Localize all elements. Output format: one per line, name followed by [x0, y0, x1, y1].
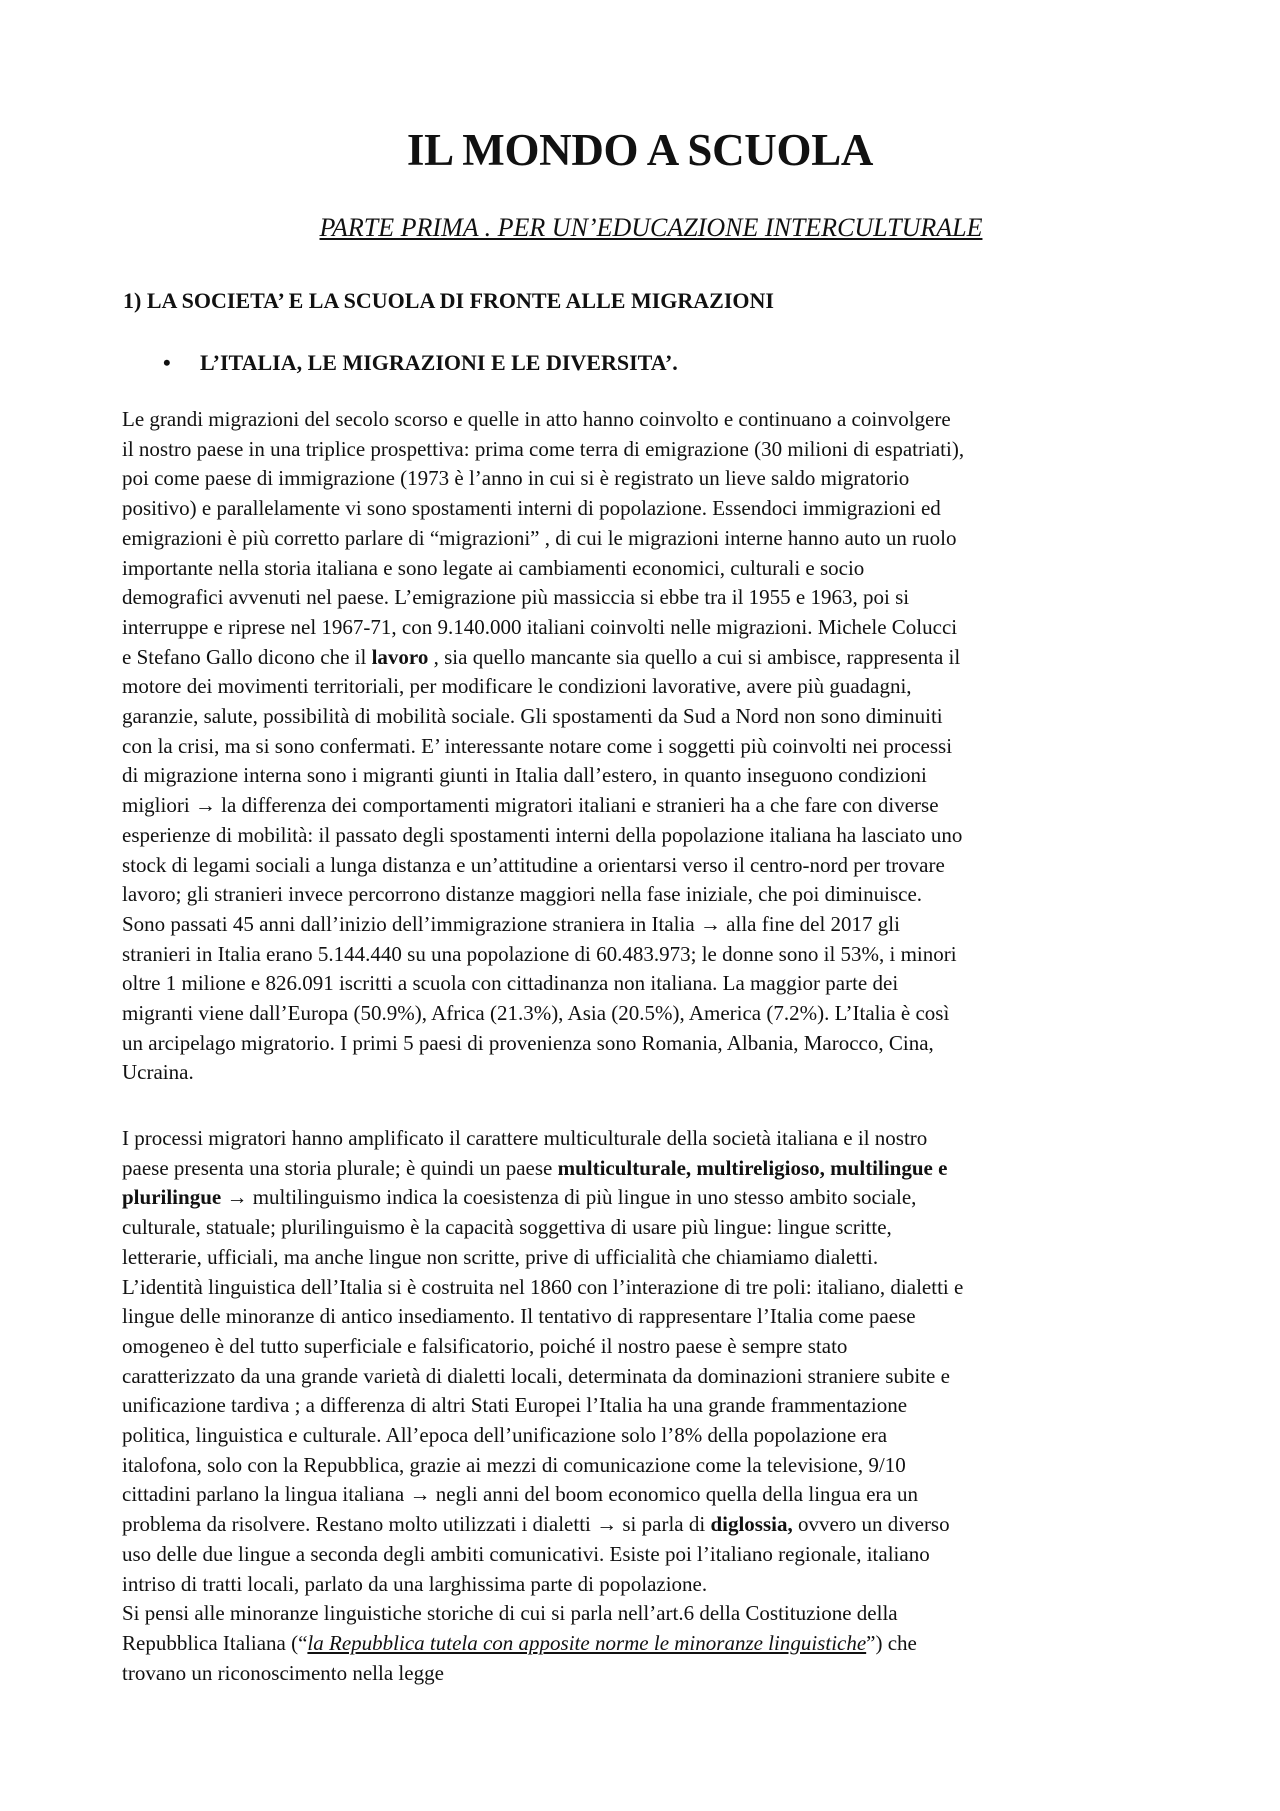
text-line: uso delle due lingue a seconda degli ambiti comunicativi. Esiste poi l’italiano regionale, italiano [122, 1541, 930, 1566]
text-line: cittadini parlano la lingua italiana → negli anni del boom economico quella della lingua era un [122, 1482, 918, 1507]
paragraph-migrations [122, 405, 1172, 1088]
text-line: migliori → la differenza dei comportamenti migratori italiani e stranieri ha a che fare con diverse [122, 793, 939, 818]
text-line: intriso di tratti locali, parlato da una larghissima parte di popolazione. [122, 1571, 708, 1596]
text-line: di migrazione interna sono i migranti giunti in Italia dall’estero, in quanto inseguono condizioni [122, 763, 927, 788]
text-line: L’identità linguistica dell’Italia si è costruita nel 1860 con l’interazione di tre poli: italiano, dialetti e [122, 1274, 964, 1299]
section-heading: 1) LA SOCIETA’ E LA SCUOLA DI FRONTE ALLE MIGRAZIONI [123, 288, 774, 313]
text-line [122, 1510, 1172, 1540]
text-run: → multilinguismo indica la coesistenza di più lingue in uno stesso ambito sociale, [221, 1185, 917, 1210]
text-line: esperienze di mobilità: il passato degli spostamenti interni della popolazione italiana ha lasciato uno [122, 822, 963, 847]
text-line: stranieri in Italia erano 5.144.440 su una popolazione di 60.483.973; le donne sono il 53%, i minori [122, 941, 957, 966]
bullet-icon: • [163, 350, 171, 375]
text-line: garanzie, salute, possibilità di mobilità sociale. Gli spostamenti da Sud a Nord non sono diminuiti [122, 704, 943, 729]
text-line: letterarie, ufficiali, ma anche lingue non scritte, prive di ufficialità che chiamiamo dialetti. [122, 1244, 879, 1269]
bold-term-diglossia: diglossia, [710, 1512, 793, 1537]
text-line: con la crisi, ma si sono confermati. E’ interessante notare come i soggetti più coinvolti nei processi [122, 733, 953, 758]
text-line: migranti viene dall’Europa (50.9%), Africa (21.3%), Asia (20.5%), America (7.2%). L’Italia è così [122, 1001, 950, 1026]
text-line [122, 1154, 1172, 1184]
text-run: paese presenta una storia plurale; è quindi un paese [122, 1155, 558, 1180]
text-line: I processi migratori hanno amplificato il carattere multiculturale della società italiana e il nostro [122, 1126, 928, 1150]
bold-term-plurilingue: plurilingue [122, 1185, 222, 1210]
text-line: trovano un riconoscimento nella legge [122, 1660, 444, 1685]
page-subtitle: PARTE PRIMA . PER UN’EDUCAZIONE INTERCULTURALE [319, 213, 983, 242]
text-line: il nostro paese in una triplice prospettiva: prima come terra di emigrazione (30 milioni di espatriati), [122, 436, 965, 461]
text-line: stock di legami sociali a lunga distanza e un’attitudine a orientarsi verso il centro-nord per trovare [122, 852, 945, 877]
text-run: Repubblica Italiana (“ [122, 1630, 308, 1655]
text-line: interruppe e riprese nel 1967-71, con 9.140.000 italiani coinvolti nelle migrazioni. Michele Colucci [122, 614, 958, 639]
text-line: importante nella storia italiana e sono legate ai cambiamenti economici, culturali e socio [122, 555, 865, 580]
text-line: caratterizzato da una grande varietà di dialetti locali, determinata da dominazioni straniere subite e [122, 1363, 950, 1388]
text-line: omogeneo è del tutto superficiale e falsificatorio, poiché il nostro paese è sempre stato [122, 1333, 848, 1358]
text-line: emigrazioni è più corretto parlare di “migrazioni” , di cui le migrazioni interne hanno auto un ruolo [122, 525, 957, 550]
text-run: ”) che [866, 1630, 917, 1655]
page-title: IL MONDO A SCUOLA [406, 125, 874, 175]
bold-term-lavoro: lavoro [371, 644, 429, 669]
text-line [122, 643, 1172, 673]
text-line: un arcipelago migratorio. I primi 5 paesi di provenienza sono Romania, Albania, Marocco, Cina, [122, 1030, 934, 1055]
bold-terms-multicultural: multiculturale, multireligioso, multilingue e [557, 1155, 948, 1180]
bullet-item [163, 347, 678, 379]
bullet-text: L’ITALIA, LE MIGRAZIONI E LE DIVERSITA’. [200, 350, 678, 375]
text-line: poi come paese di immigrazione (1973 è l’anno in cui si è registrato un lieve saldo migratorio [122, 466, 910, 491]
text-line: Ucraina. [122, 1060, 194, 1085]
text-line [122, 1183, 1172, 1213]
text-run: , sia quello mancante sia quello a cui si ambisce, rappresenta il [428, 644, 961, 669]
text-line: motore dei movimenti territoriali, per modificare le condizioni lavorative, avere più guadagni, [122, 674, 912, 699]
text-line [122, 1629, 1172, 1659]
text-line: Si pensi alle minoranze linguistiche storiche di cui si parla nell’art.6 della Costituzione della [122, 1601, 898, 1626]
text-line: demografici avvenuti nel paese. L’emigrazione più massiccia si ebbe tra il 1955 e 1963, poi si [122, 585, 910, 610]
text-line: italofona, solo con la Repubblica, grazie ai mezzi di comunicazione come la televisione, 9/10 [122, 1452, 906, 1477]
text-run: ovvero un diverso [792, 1512, 950, 1537]
text-line: oltre 1 milione e 826.091 iscritti a scuola con cittadinanza non italiana. La maggior parte dei [122, 971, 899, 996]
text-line: lavoro; gli stranieri invece percorrono distanze maggiori nella fase iniziale, che poi diminuisce. [122, 882, 923, 907]
constitution-quote: la Repubblica tutela con apposite norme le minoranze linguistiche [307, 1630, 867, 1655]
paragraph-multiculturalism [122, 1124, 1172, 1688]
text-line: Sono passati 45 anni dall’inizio dell’immigrazione straniera in Italia → alla fine del 2017 gli [122, 911, 900, 936]
text-line: lingue delle minoranze di antico insediamento. Il tentativo di rappresentare l’Italia come paese [122, 1304, 916, 1329]
text-line: Le grandi migrazioni del secolo scorso e quelle in atto hanno coinvolto e continuano a coinvolgere [122, 407, 951, 431]
text-run: e Stefano Gallo dicono che il [122, 644, 372, 669]
text-line: culturale, statuale; plurilinguismo è la capacità soggettiva di usare più lingue: lingue scritte, [122, 1215, 892, 1240]
text-line: unificazione tardiva ; a differenza di altri Stati Europei l’Italia ha una grande frammentazione [122, 1393, 908, 1418]
text-line: politica, linguistica e culturale. All’epoca dell’unificazione solo l’8% della popolazione era [122, 1423, 888, 1448]
text-run: problema da risolvere. Restano molto utilizzati i dialetti → si parla di [122, 1512, 711, 1537]
text-line: positivo) e parallelamente vi sono spostamenti interni di popolazione. Essendoci immigrazioni ed [122, 496, 941, 521]
